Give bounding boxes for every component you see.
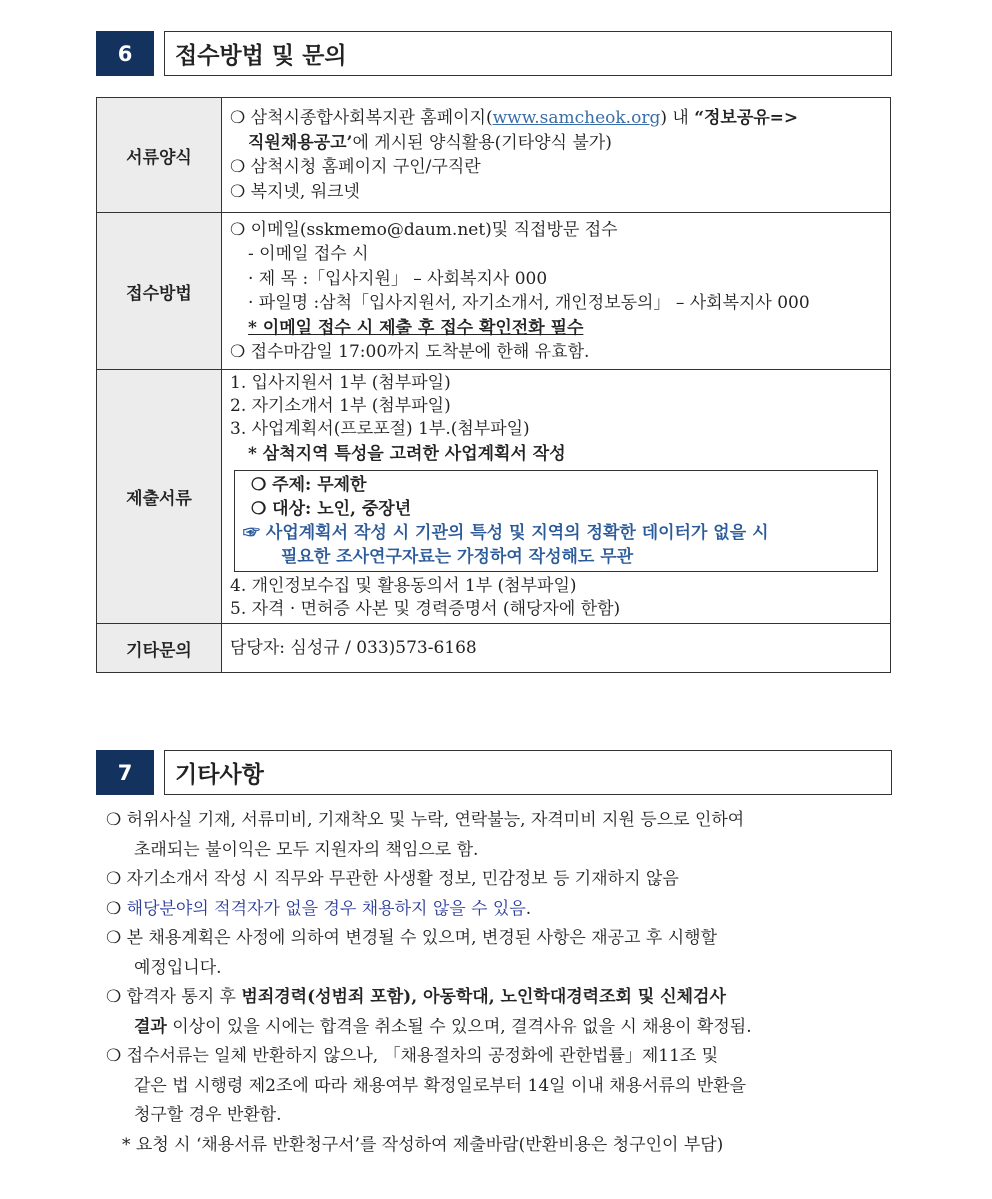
submit-line3: 3. 사업계획서(프로포절) 1부.(첨부파일) [230,419,530,439]
submit-line4: * 삼척지역 특성을 고려한 사업계획서 작성 [248,444,566,464]
note-3 [106,895,896,925]
note-2: ❍ 자기소개서 작성 시 직무와 무관한 사생활 정보, 민감정보 등 기재하지 않음 [106,869,679,889]
method-line1: ❍ 이메일(sskmemo@daum.net)및 직접방문 접수 [230,219,618,240]
note-4a: ❍ 본 채용계획은 사정에 의하여 변경될 수 있으며, 변경된 사항은 재공고 후 시행할 [106,928,717,948]
notes-list [106,806,896,1160]
row-submit [97,370,891,624]
box-line3: ☞ 사업계획서 작성 시 기관의 특성 및 지역의 정확한 데이터가 없을 시 [243,523,769,543]
note-5a [106,983,896,1013]
note-3-blue: 해당분야의 적격자가 없을 경우 채용하지 않을 수 있음 [126,898,526,919]
note-6c: 청구할 경우 반환함. [134,1105,282,1125]
docs-line1-bold: “정보공유=> [694,108,799,128]
section7-number: 7 [96,750,154,795]
section7-header [96,750,892,795]
application-table [96,97,891,673]
row-contact [97,624,891,673]
docs-line2-bold: 직원채용공고’ [248,132,353,153]
submit-line1: 1. 입사지원서 1부 (첨부파일) [230,373,451,393]
row-docs-content [222,98,891,213]
homepage-link[interactable]: www.samcheok.org [492,108,661,128]
row-docs-label: 서류양식 [97,98,222,213]
method-line6: ❍ 접수마감일 17:00까지 도착분에 한해 유효함. [230,342,590,362]
contact-line1: 담당자: 심성규 / 033)573-6168 [230,637,477,658]
method-line3: · 제 목 :「입사지원」 – 사회복지사 000 [248,268,548,289]
row-docs [97,98,891,213]
method-line2: - 이메일 접수 시 [248,244,369,264]
docs-line3: ❍ 삼척시청 홈페이지 구인/구직란 [230,157,481,177]
submit-line5: 4. 개인정보수집 및 활용동의서 1부 (첨부파일) [230,576,577,596]
method-line4: · 파일명 :삼척「입사지원서, 자기소개서, 개인정보동의」 – 사회복지사 000 [248,293,810,313]
docs-line4: ❍ 복지넷, 워크넷 [230,181,360,202]
note-6b: 같은 법 시행령 제2조에 따라 채용여부 확정일로부터 14일 이내 채용서류의 반환을 [134,1075,746,1096]
note-1a: ❍ 허위사실 기재, 서류미비, 기재착오 및 누락, 연락불능, 자격미비 지원 등으로 인하여 [106,810,745,830]
note-6a: ❍ 접수서류는 일체 반환하지 않으나, 「채용절차의 공정화에 관한법률」제11조 및 [106,1046,719,1066]
row-submit-label: 제출서류 [97,370,222,624]
method-line5: * 이메일 접수 시 제출 후 접수 확인전화 필수 [248,317,584,338]
proposal-box [234,470,878,572]
note-5-bold: 범죄경력(성범죄 포함), 아동학대, 노인학대경력조회 및 신체검사 [241,987,726,1007]
submit-line2: 2. 자기소개서 1부 (첨부파일) [230,396,451,416]
section6-number: 6 [96,31,154,76]
section7-title: 기타사항 [164,750,892,795]
note-3-end: . [525,898,532,919]
note-1b: 초래되는 불이익은 모두 지원자의 책임으로 함. [134,839,479,860]
note-5-text2: 이상이 있을 시에는 합격을 취소될 수 있으며, 결격사유 없을 시 채용이 확정됨. [166,1016,752,1037]
box-line1: ❍ 주제: 무제한 [251,475,367,495]
row-method-content [222,213,891,370]
note-3-bullet: ❍ [106,898,127,919]
submit-line6: 5. 자격 · 면허증 사본 및 경력증명서 (해당자에 한함) [230,599,621,619]
note-5-bold2: 결과 [134,1016,167,1037]
docs-line2: 에 게시된 양식활용(기타양식 불가) [352,132,612,153]
row-contact-content [222,624,891,673]
docs-line1b: ) 내 [660,108,695,128]
docs-line1a: ❍ 삼척시종합사회복지관 홈페이지( [230,108,493,128]
row-method [97,213,891,370]
box-line2: ❍ 대상: 노인, 중장년 [251,499,412,519]
note-4b: 예정입니다. [134,957,222,978]
row-submit-content [222,370,891,624]
row-contact-label: 기타문의 [97,624,222,673]
row-method-label: 접수방법 [97,213,222,370]
section6-title: 접수방법 및 문의 [164,31,892,76]
note-5b [106,1013,896,1043]
note-5-text: ❍ 합격자 통지 후 [106,987,242,1007]
section6-header [96,31,892,76]
note-7: * 요청 시 ‘채용서류 반환청구서’를 작성하여 제출바람(반환비용은 청구인이 부담) [122,1134,724,1155]
box-line4: 필요한 조사연구자료는 가정하여 작성해도 무관 [281,547,634,567]
